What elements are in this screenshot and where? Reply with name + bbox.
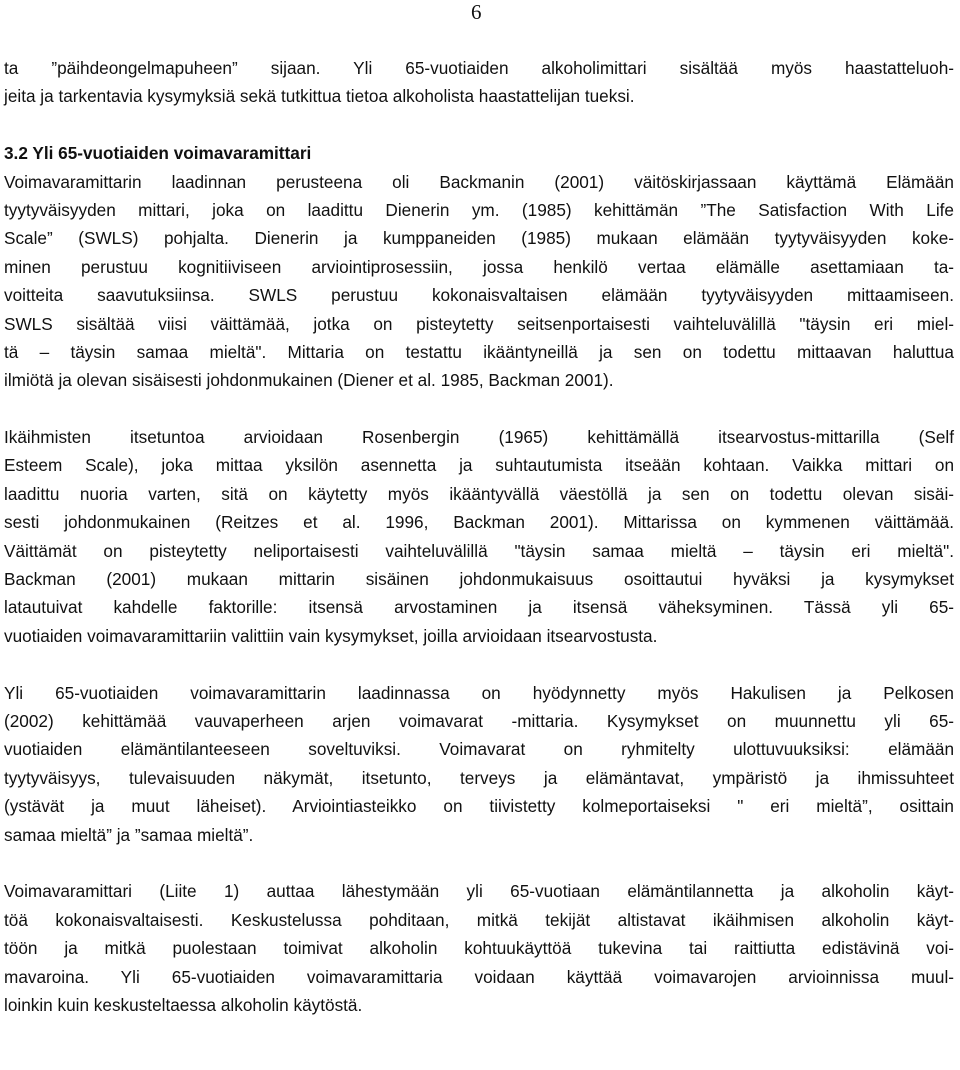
- text-line: voitteita saavutuksiinsa. SWLS perustuu kokonaisvaltaisen elämään tyytyväisyyden mittaamiseen.: [4, 285, 954, 306]
- paragraph-intro: [4, 54, 954, 111]
- text-line: laadittu nuoria varten, sitä on käytetty myös ikääntyvällä väestöllä ja sen on todettu olevan sisäi-: [4, 483, 954, 504]
- paragraph-resources: [4, 679, 954, 849]
- paragraph-self-esteem: [4, 423, 954, 650]
- text-line: sesti johdonmukainen (Reitzes et al. 1996, Backman 2001). Mittarissa on kymmenen väittämää.: [4, 512, 954, 533]
- section-heading: 3.2 Yli 65-vuotiaiden voimavaramittari: [4, 143, 312, 164]
- text-line: loinkin kuin keskusteltaessa alkoholin käytöstä.: [4, 994, 363, 1015]
- text-line: Ikäihmisten itsetuntoa arvioidaan Rosenbergin (1965) kehittämällä itsearvostus-mittarilla (Self: [4, 427, 954, 448]
- page-number: 6: [471, 0, 482, 24]
- text-line: vuotiaiden elämäntilanteeseen soveltuviksi. Voimavarat on ryhmitelty ulottuvuuksiksi: elämään: [4, 739, 954, 760]
- text-line: mavaroina. Yli 65-vuotiaiden voimavaramittaria voidaan käyttää voimavarojen arvioinnissa muul-: [4, 966, 954, 987]
- text-line: (ystävät ja muut läheiset). Arviointiasteikko on tiivistetty kolmeportaiseksi " eri mieltä”, osittain: [4, 796, 954, 817]
- text-line: ta ”päihdeongelmapuheen” sijaan. Yli 65-vuotiaiden alkoholimittari sisältää myös haastatteluoh-: [4, 58, 954, 78]
- paragraph-spacer: [4, 849, 954, 877]
- text-line: Backman (2001) mukaan mittarin sisäinen johdonmukaisuus osoittautui hyväksi ja kysymykset: [4, 569, 954, 590]
- paragraph-swls: [4, 168, 954, 395]
- text-line: latautuivat kahdelle faktorille: itsensä arvostaminen ja itsensä väheksyminen. Tässä yli 65-: [4, 597, 954, 618]
- text-line: Väittämät on pisteytetty neliportaisesti vaihteluvälillä "täysin samaa mieltä – täysin eri mieltä".: [4, 540, 954, 561]
- text-line: töön ja mitkä puolestaan toimivat alkoholin kohtuukäyttöä tukevina tai raittiutta edistävinä voi-: [4, 938, 954, 959]
- text-line: samaa mieltä” ja ”samaa mieltä”.: [4, 824, 254, 845]
- text-line: vuotiaiden voimavaramittariin valittiin vain kysymykset, joilla arvioidaan itsearvostusta.: [4, 625, 658, 646]
- text-line: minen perustuu kognitiiviseen arviointiprosessiin, jossa henkilö vertaa elämälle asettamiaan ta-: [4, 256, 954, 277]
- text-line: tyytyväisyys, tulevaisuuden näkymät, itsetunto, terveys ja elämäntavat, ympäristö ja ihmissuhteet: [4, 767, 954, 788]
- document-body: [4, 54, 954, 1019]
- text-line: Scale” (SWLS) pohjalta. Dienerin ja kumppaneiden (1985) mukaan elämään tyytyväisyyden koke-: [4, 228, 954, 249]
- text-line: Voimavaramittari (Liite 1) auttaa lähestymään yli 65-vuotiaan elämäntilannetta ja alkoholin käyt-: [4, 881, 954, 902]
- text-line: Yli 65-vuotiaiden voimavaramittarin laadinnassa on hyödynnetty myös Hakulisen ja Pelkosen: [4, 682, 954, 703]
- text-line: Esteem Scale), joka mittaa yksilön asennetta ja suhtautumista itseään kohtaan. Vaikka mittari on: [4, 455, 954, 476]
- text-line: töä kokonaisvaltaisesti. Keskustelussa pohditaan, mitkä tekijät altistavat ikäihmisen alkoholin käyt-: [4, 909, 954, 930]
- paragraph-usage: [4, 877, 954, 1019]
- text-line: tä – täysin samaa mieltä". Mittaria on testattu ikääntyneillä ja sen on todettu mittaavan haluttua: [4, 341, 954, 362]
- text-line: jeita ja tarkentavia kysymyksiä sekä tutkittua tietoa alkoholista haastattelijan tueksi.: [4, 86, 635, 107]
- text-line: (2002) kehittämää vauvaperheen arjen voimavarat -mittaria. Kysymykset on muunnettu yli 65-: [4, 710, 954, 731]
- paragraph-spacer: [4, 395, 954, 423]
- text-line: SWLS sisältää viisi väittämää, jotka on pisteytetty seitsenportaisesti vaihteluvälillä "täysin eri miel-: [4, 313, 954, 334]
- text-line: tyytyväisyyden mittari, joka on laadittu Dienerin ym. (1985) kehittämän ”The Satisfaction With Life: [4, 199, 954, 220]
- paragraph-spacer: [4, 111, 954, 139]
- paragraph-spacer: [4, 650, 954, 678]
- text-line: Voimavaramittarin laadinnan perusteena oli Backmanin (2001) väitöskirjassaan käyttämä Elämään: [4, 171, 954, 192]
- text-line: ilmiötä ja olevan sisäisesti johdonmukainen (Diener et al. 1985, Backman 2001).: [4, 370, 614, 391]
